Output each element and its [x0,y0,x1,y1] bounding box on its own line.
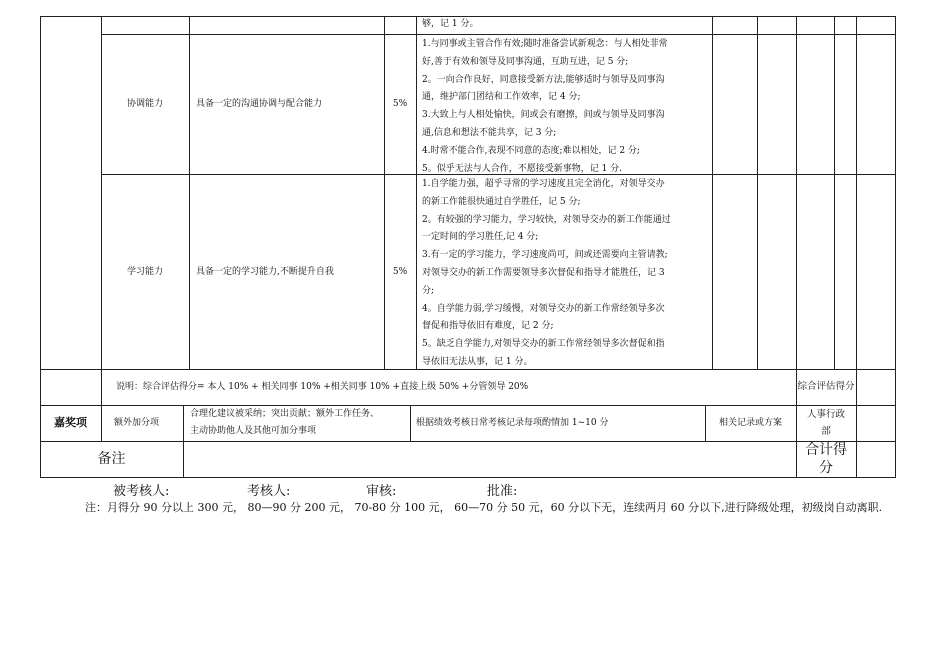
weight-learning: 5% [392,266,408,277]
column-divider [101,369,102,405]
requirement-coordination: 具备一定的沟通协调与配合能力 [196,99,323,109]
bonus-dept-line: 部 [821,426,831,437]
overall-score-label: 综合评估得分 [797,381,855,392]
criteria-line: 4.时常不能合作,表现不同意的态度;难以相处，记 2 分; [422,145,640,156]
criteria-line: 3.有一定的学习能力，学习速度尚可，间或还需要向主管请教; [422,250,668,261]
item-coordination: 协调能力 [126,99,163,109]
remarks-input[interactable] [184,442,795,476]
bonus-content-line: 合理化建议被采纳；突出贡献；额外工作任务、 [190,409,380,419]
criteria-line: 通,信息和想法不能共享，记 3 分; [422,127,557,138]
item-learning: 学习能力 [126,266,163,277]
criteria-line: 的新工作能很快通过自学胜任，记 5 分; [422,196,581,207]
bonus-content [190,406,408,440]
bonus-content-line: 主动协助他人及其他可加分事项 [190,426,317,436]
criteria-line: 5。缺乏自学能力,对领导交办的新工作常经领导多次督促和指 [422,339,665,350]
criteria-line: 好,善于有效和领导及同事沟通，互助互进，记 5 分; [422,56,629,67]
column-divider [416,16,417,369]
criteria-line: 4。自学能力弱,学习缓慢，对领导交办的新工作常经领导多次 [422,303,665,314]
total-score-line: 合计得 [805,442,847,458]
total-score-line: 分 [819,460,833,476]
criteria-line: 2。一向合作良好，同意接受新方法,能够适时与领导及同事沟 [422,74,665,85]
bonus-dept-line: 人事行政 [806,409,845,420]
total-score-input[interactable] [857,442,894,476]
signature-line [0,480,950,500]
reviewer-label: 审核: [366,484,397,499]
criteria-coordination [422,36,710,178]
column-divider [834,16,835,369]
criteria-line: 对领导交办的新工作需要领导多次督促和指导才能胜任，记 3 [422,267,665,278]
criteria-line: 5。似乎无法与人合作，不愿接受新事物，记 1 分. [422,163,623,174]
table-bottom-border [40,477,896,478]
column-divider [410,405,411,441]
criteria-line: 分; [422,285,435,296]
criteria-line: 督促和指导依旧有难度，记 2 分; [422,321,554,332]
criteria-line: 1.自学能力强，超乎寻常的学习速度且完全消化，对领导交办 [422,179,665,189]
bonus-source: 相关记录或方案 [718,418,782,428]
bonus-item: 额外加分项 [114,418,160,428]
bonus-label: 嘉奖项 [54,416,87,429]
approver-label: 批准: [487,484,518,499]
criteria-learning [422,176,710,372]
bonus-dept [796,406,856,440]
criteria-line: 一定时间的学习胜任,记 4 分; [422,232,539,243]
criteria-line: 3.大致上与人相处愉快，间或会有磨擦，间或与领导及同事沟 [422,110,665,121]
assessee-label: 被考核人: [113,484,170,499]
remarks-label: 备注 [97,451,126,467]
column-divider [712,16,713,369]
bonus-scale-footnote: 注：月得分 90 分以上 300 元， 80—90 分 200 元， 70-80 分 100 元， 60—70 分 50 元，60 分以下无，连续两月 60 分以下,进行降级处理，初级岗自动离职. [85,501,883,514]
criteria-line: 2。有较强的学习能力，学习较快，对领导交办的新工作能通过 [422,214,671,225]
criteria-line: 导依旧无法从事，记 1 分。 [422,356,533,367]
weight-coordination: 5% [392,99,408,109]
column-divider [101,405,102,441]
requirement-learning: 具备一定的学习能力,不断提升自我 [196,266,334,277]
criteria-line: 通，维护部门团结和工作效率，记 4 分; [422,92,581,103]
column-divider [757,16,758,369]
column-divider [189,16,190,369]
score-formula-note: 说明：综合评估得分= 本人 10% + 相关同事 10% +相关同事 10% +直接上级 50% +分管领导 20% [116,382,529,392]
total-score-label [796,441,856,477]
assessor-label: 考核人: [247,484,291,499]
column-divider [856,16,857,477]
bonus-rule: 根据绩效考核日常考核记录每项酌情加 1~10 分 [416,418,609,428]
criteria-tail: 够，记 1 分。 [422,19,479,29]
table-right-border [895,16,896,477]
criteria-line: 1.与同事或主管合作有效;随时准备尝试新观念：与人相处非常 [422,39,668,49]
